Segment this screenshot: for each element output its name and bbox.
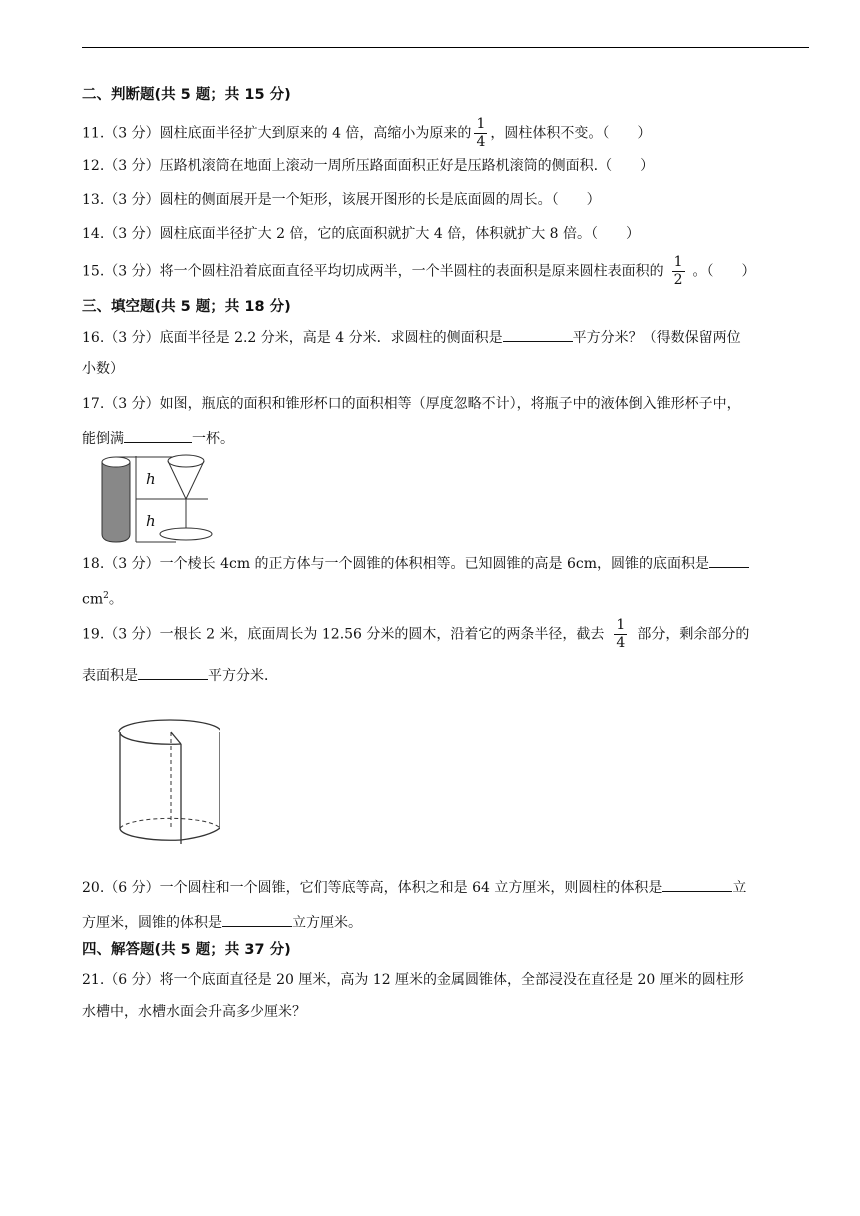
frac-denominator: 2 <box>673 272 683 288</box>
header-rule <box>82 47 809 48</box>
answer-blank[interactable] <box>124 428 192 443</box>
bottle-cone-figure <box>96 450 226 544</box>
answer-blank[interactable] <box>138 665 208 680</box>
question-15 <box>82 254 756 289</box>
question-21: 21.（6 分）将一个底面直径是 20 厘米，高为 12 厘米的金属圆锥体，全部浸没在直径是 20 厘米的圆柱形 <box>82 972 744 988</box>
frac-numerator: 1 <box>673 254 683 270</box>
q19-text-4: 平方分米． <box>208 668 278 684</box>
q20-text-3: 方厘米，圆锥的体积是 <box>82 915 222 931</box>
height-label-top: h <box>146 470 156 488</box>
answer-blank[interactable] <box>662 877 732 892</box>
question-18-cont <box>82 587 123 609</box>
question-11 <box>82 116 651 151</box>
question-17: 17.（3 分）如图，瓶底的面积和锥形杯口的面积相等（厚度忽略不计），将瓶子中的液体倒入锥形杯子中， <box>82 396 741 412</box>
q19-text-2: 部分，剩余部分的 <box>637 626 750 643</box>
question-21-cont: 水槽中，水槽水面会升高多少厘米？ <box>82 1004 306 1020</box>
question-19 <box>82 617 749 652</box>
q20-text: 20.（6 分）一个圆柱和一个圆锥，它们等底等高，体积之和是 64 立方厘米，则圆柱的体积是 <box>82 880 663 896</box>
q18-text: 18.（3 分）一个棱长 4cm 的正方体与一个圆锥的体积相等。已知圆锥的高是 6cm，圆锥的底面积是 <box>82 556 710 572</box>
section-heading-answer: 四、解答题(共 5 题；共 37 分) <box>82 942 291 958</box>
question-17-cont <box>82 428 234 448</box>
question-18 <box>82 553 749 573</box>
question-16-cont: 小数） <box>82 361 124 377</box>
frac-denominator: 4 <box>476 134 486 150</box>
q11-fraction <box>474 116 487 151</box>
question-16 <box>82 327 741 347</box>
q16-text-2: 平方分米？（得数保留两位 <box>572 330 741 346</box>
frac-denominator: 4 <box>616 635 626 651</box>
q15-tail: 。（ ） <box>692 263 756 280</box>
q11-text: 11.（3 分）圆柱底面半径扩大到原来的 4 倍，高缩小为原来的 <box>82 125 472 142</box>
height-label-bottom: h <box>146 512 156 530</box>
q17-text-2: 一杯。 <box>192 431 234 447</box>
q20-text-2: 立 <box>732 880 747 896</box>
frac-numerator: 1 <box>476 116 486 132</box>
q15-fraction <box>672 254 685 289</box>
question-20 <box>82 877 746 897</box>
question-19-cont <box>82 665 278 685</box>
q19-text: 19.（3 分）一根长 2 米，底面周长为 12.56 分米的圆木，沿着它的两条半径，截去 <box>82 626 605 643</box>
frac-numerator: 1 <box>616 617 626 633</box>
question-13: 13.（3 分）圆柱的侧面展开是一个矩形，该展开图形的长是底面圆的周长。（ ） <box>82 192 601 208</box>
q15-text: 15.（3 分）将一个圆柱沿着底面直径平均切成两半，一个半圆柱的表面积是原来圆柱表面积的 <box>82 263 664 280</box>
question-20-cont <box>82 912 362 932</box>
q20-text-4: 立方厘米。 <box>292 915 362 931</box>
q16-text: 16.（3 分）底面半径是 2.2 分米，高是 4 分米．求圆柱的侧面积是 <box>82 330 503 346</box>
q18-tail: 。 <box>108 591 123 608</box>
answer-blank[interactable] <box>503 327 573 342</box>
unit-exponent: 2 <box>103 591 109 601</box>
cut-cylinder-figure <box>110 708 220 852</box>
q17-text: 能倒满 <box>82 431 124 447</box>
q11-tail: ，圆柱体积不变。（ ） <box>490 125 652 142</box>
unit-cm: cm <box>82 591 104 608</box>
section-heading-judgement: 二、判断题(共 5 题；共 15 分) <box>82 87 291 103</box>
question-14: 14.（3 分）圆柱底面半径扩大 2 倍，它的底面积就扩大 4 倍，体积就扩大 8 倍。（ ） <box>82 226 641 242</box>
question-12: 12.（3 分）压路机滚筒在地面上滚动一周所压路面面积正好是压路机滚筒的侧面积.（ ） <box>82 158 655 174</box>
answer-blank[interactable] <box>222 912 292 927</box>
q19-text-3: 表面积是 <box>82 668 138 684</box>
q19-fraction <box>614 617 627 652</box>
answer-blank[interactable] <box>709 553 749 568</box>
section-heading-fill: 三、填空题(共 5 题；共 18 分) <box>82 299 291 315</box>
